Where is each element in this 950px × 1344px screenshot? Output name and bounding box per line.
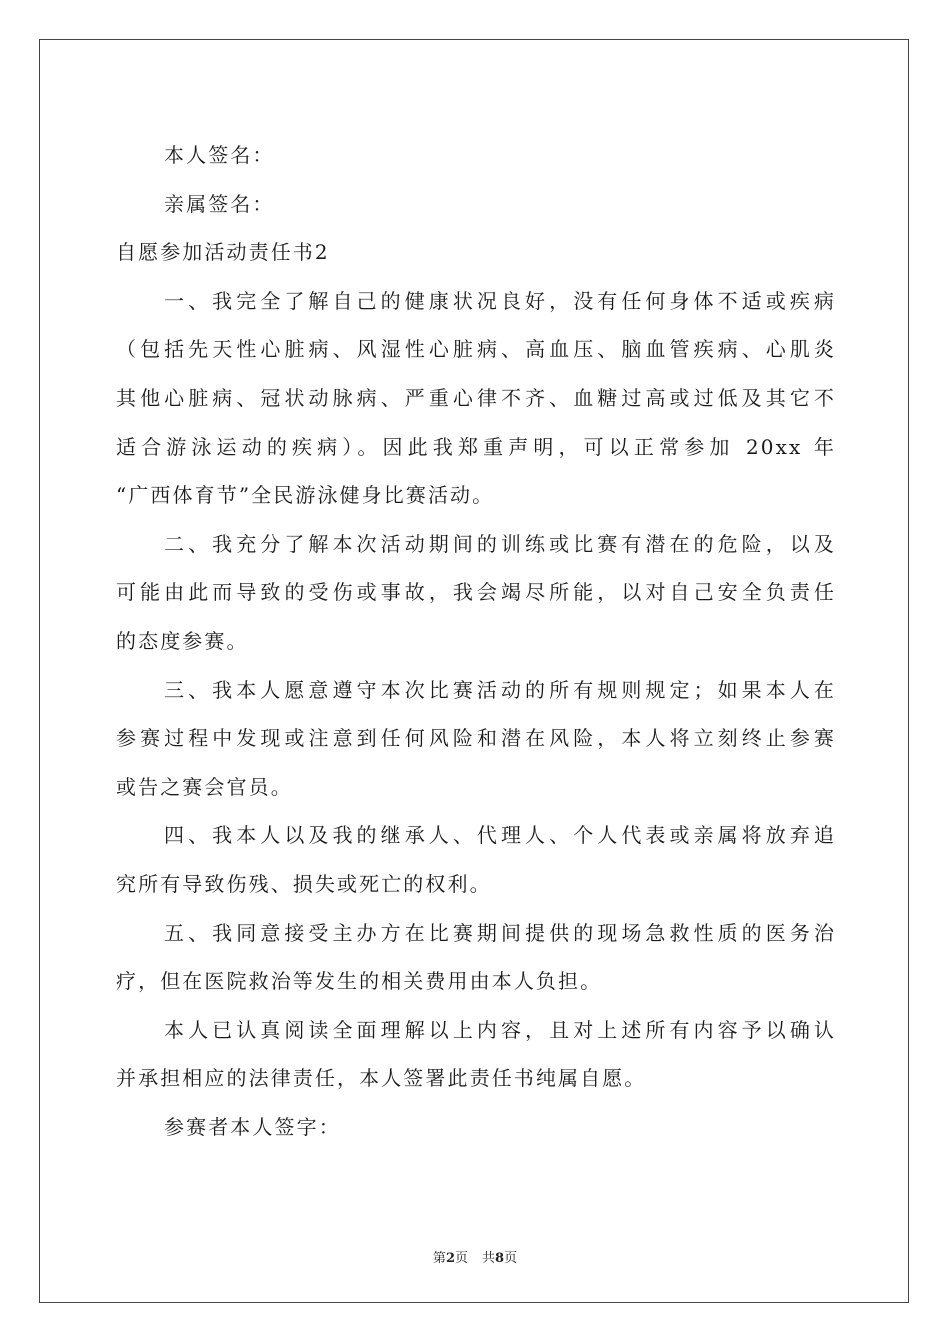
paragraph-line: 本人已认真阅读全面理解以上内容，且对上述所有内容予以确认	[164, 1017, 836, 1042]
page-suffix: 页	[454, 1251, 468, 1266]
document-body	[116, 131, 836, 1151]
paragraph-line: 的态度参赛。	[116, 628, 249, 653]
paragraph-line: 或告之赛会官员。	[116, 774, 293, 799]
paragraph-line: （包括先天性心脏病、风湿性心脏病、高血压、脑血管疾病、心肌炎	[116, 337, 836, 362]
page-current: 2	[445, 1251, 455, 1266]
paragraph-line: 适合游泳运动的疾病）。因此我郑重声明，可以正常参加 20xx 年	[116, 434, 836, 459]
total-suffix: 页	[504, 1251, 518, 1266]
paragraph-line: 究所有导致伤残、损失或死亡的权利。	[116, 871, 492, 896]
page-footer	[0, 1247, 950, 1266]
paragraph-line: 二、我充分了解本次活动期间的训练或比赛有潜在的危险，以及	[164, 531, 836, 556]
paragraph-line: 疗，但在医院救治等发生的相关费用由本人负担。	[116, 969, 603, 994]
paragraph-line: 三、我本人愿意遵守本次比赛活动的所有规则规定；如果本人在	[164, 677, 836, 702]
section-title: 自愿参加活动责任书2	[116, 240, 330, 265]
paragraph-line: 五、我同意接受主办方在比赛期间提供的现场急救性质的医务治	[164, 920, 836, 945]
paragraph-line: 并承担相应的法律责任，本人签署此责任书纯属自愿。	[116, 1066, 647, 1091]
paragraph-line: “广西体育节”全民游泳健身比赛活动。	[116, 483, 495, 508]
total-prefix: 共	[482, 1251, 496, 1266]
page-total: 8	[495, 1251, 505, 1266]
paragraph-line: 可能由此而导致的受伤或事故，我会竭尽所能，以对自己安全负责任	[116, 580, 836, 605]
participant-signature-line: 参赛者本人签字：	[164, 1114, 341, 1139]
paragraph-line: 参赛过程中发现或注意到任何风险和潜在风险，本人将立刻终止参赛	[116, 726, 836, 751]
paragraph-line: 一、我完全了解自己的健康状况良好，没有任何身体不适或疾病	[164, 288, 836, 313]
signature-line-self: 本人签名：	[164, 143, 275, 167]
paragraph-line: 其他心脏病、冠状动脉病、严重心律不齐、血糖过高或过低及其它不	[116, 385, 836, 410]
paragraph-line: 四、我本人以及我的继承人、代理人、个人代表或亲属将放弃追	[164, 823, 836, 848]
signature-line-relative: 亲属签名：	[164, 191, 275, 216]
page-prefix: 第	[432, 1251, 446, 1266]
